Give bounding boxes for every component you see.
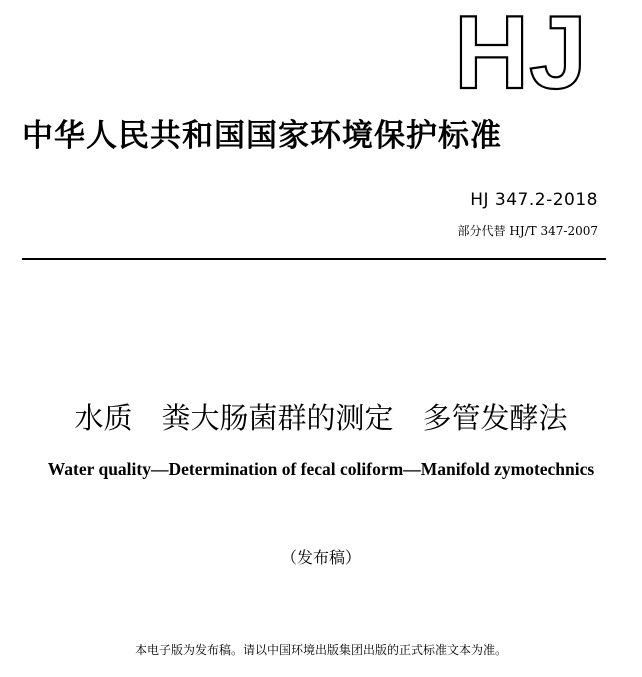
hj-logo-graphic	[452, 10, 602, 92]
hj-logo-text: HJ	[454, 10, 587, 92]
document-title-cn: 水质 粪大肠菌群的测定 多管发酵法	[74, 401, 568, 435]
standard-number: HJ 347.2-2018	[470, 190, 598, 210]
national-standard-title: 中华人民共和国国家环境保护标准	[22, 118, 502, 154]
release-label: （发布稿）	[280, 548, 361, 567]
replaces-note: 部分代替 HJ/T 347-2007	[457, 224, 598, 238]
footer-note: 本电子版为发布稿。请以中国环境出版集团出版的正式标准文本为准。	[134, 643, 507, 657]
hj-logo	[452, 10, 602, 92]
document-title-en: Water quality—Determination of fecal coliform—Manifold zymotechnics	[47, 459, 595, 479]
header-divider	[22, 258, 606, 260]
